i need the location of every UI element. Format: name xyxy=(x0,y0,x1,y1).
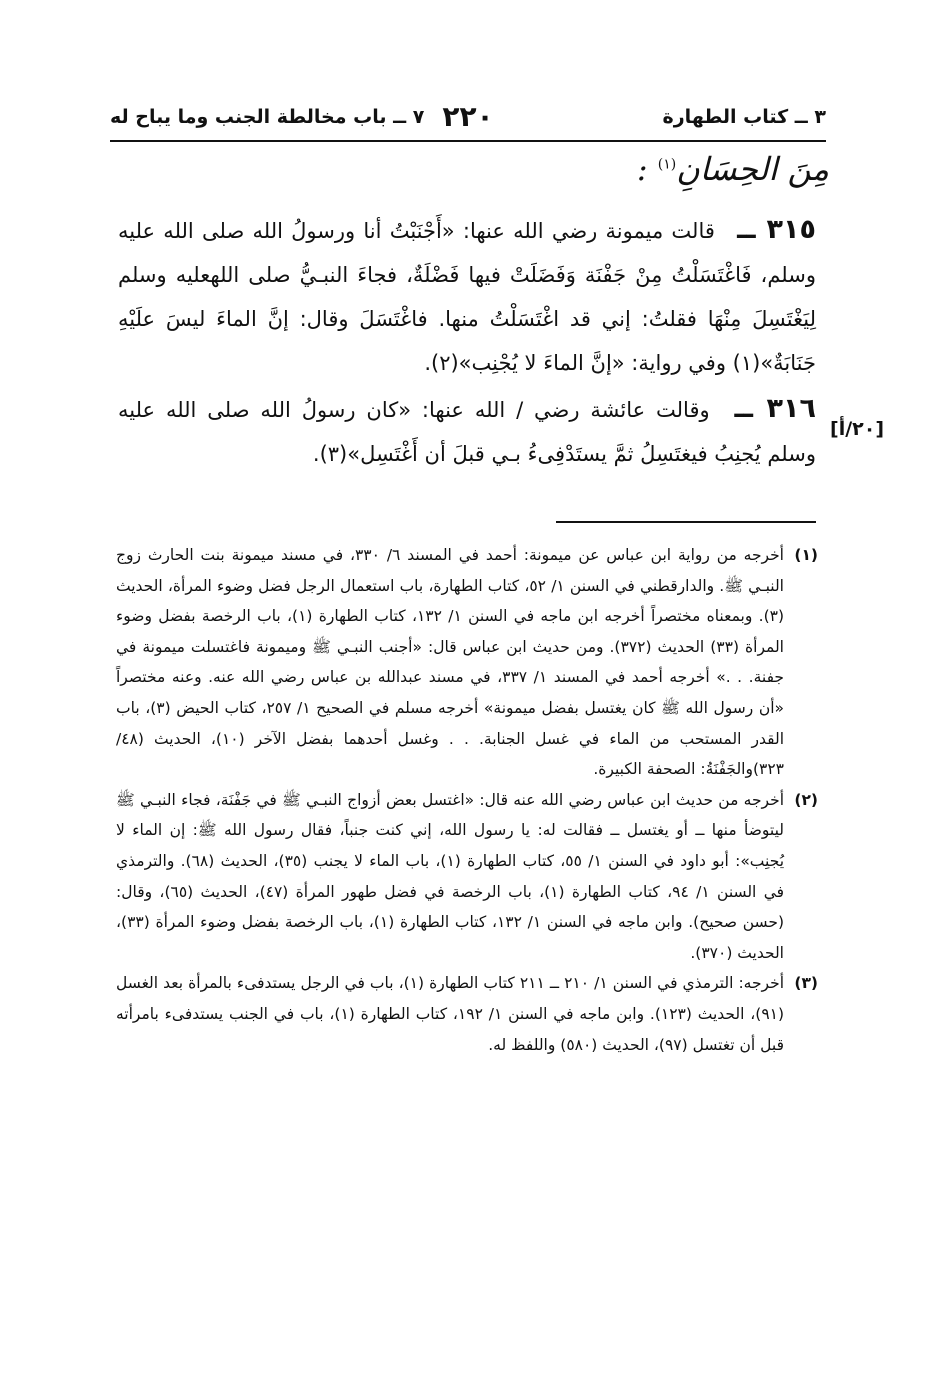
footnote-number: (٣) xyxy=(794,974,818,993)
footnotes xyxy=(116,540,818,1060)
hadith-text: قالت ميمونة رضي الله عنها: «أَجْنَبْتُ أنا ورسولُ الله صلى الله عليه وسلم، فَاغْتَسَلْتُ مِنْ جَفْنَة وَفَضَلَتْ فيها فَضْلَةٌ، فجاءَ النبـيُّ صلى اللهعليه وسلم لِيَغْتَسِلَ مِنْهَا فقلتُ: إني قد اغْتَسَلْتُ منها. فاغْتَسَلَ وقال: إنَّ الماءَ ليسَ علَيْهِ جَنَابَةٌ»(١) وفي رواية: «إنَّ الماءَ لا يُجْنِب»(٢). xyxy=(118,219,816,375)
footnote-text: أخرجه من رواية ابن عباس عن ميمونة: أحمد في المسند ٦/ ٣٣٠، في مسند ميمونة بنت الحارث زوج النبـي ﷺ. والدارقطني في السنن ١/ ٥٢، كتاب الطهارة، باب استعمال الرجل فضل وضوء المرأة، الحديث (٣). وبمعناه مختصراً أخرجه ابن ماجه في السنن ١/ ١٣٢، كتاب الطهارة (١)، باب الرخصة بفضل وضوء المرأة (٣٣) الحديث (٣٧٢). ومن حديث ابن عباس قال: «أجنب النبـي ﷺ وميمونة فاغتسلت ميمونة في جفنة. . .» أخرجه أحمد في المسند ١/ ٣٣٧، في مسند عبدالله بن عباس رضي الله عنه. وعنه مختصراً «أن رسول الله ﷺ كان يغتسل بفضل ميمونة» أخرجه مسلم في الصحيح ١/ ٢٥٧، كتاب الحيض (٣)، باب القدر المستحب من الماء في غسل الجنابة. . . وغسل أحدهما بفضل الآخر (١٠)، الحديث (٤٨/ ٣٢٣)والجَفْنَةُ: الصحفة الكبيرة. xyxy=(116,546,785,779)
header-section: ٧ ــ باب مخالطة الجنب وما يباح له xyxy=(110,106,425,128)
manuscript-folio-note: [٢٠/أ] xyxy=(830,418,885,440)
hadith-316 xyxy=(118,387,816,476)
section-heading xyxy=(637,150,829,188)
hadith-315 xyxy=(118,208,816,385)
section-heading-colon: : xyxy=(636,150,648,188)
footnote-text: أخرجه: الترمذي في السنن ١/ ٢١٠ ــ ٢١١ كتاب الطهارة (١)، باب في الرجل يستدفىء بالمرأة بعد الغسل (٩١)، الحديث (١٢٣). وابن ماجه في السنن ١/ ١٩٢، كتاب الطهارة (١)، باب في الجنب يستدفىء بامرأته قبل أن تغتسل (٩٧)، الحديث (٥٨٠) واللفظ له. xyxy=(116,974,785,1054)
section-heading-ref: (١) xyxy=(657,156,677,173)
footnote-3 xyxy=(116,968,818,1060)
section-heading-text: مِنَ الحِسَانِ xyxy=(676,150,829,188)
hadith-text: وقالت عائشة رضي / الله عنها: «كان رسولُ الله صلى الله عليه وسلم يُجنِبُ فيغتَسِلُ ثمَّ يستَدْفِىءُ بـي قبلَ أن أَغْتَسِل»(٣). xyxy=(118,398,816,466)
hadith-number: ٣١٦ ــ xyxy=(734,393,816,424)
page-number: ٢٢٠ xyxy=(442,100,494,133)
hadith-number: ٣١٥ ــ xyxy=(737,214,816,245)
footnote-number: (١) xyxy=(794,546,818,564)
footnote-rule xyxy=(556,521,816,523)
header-rule xyxy=(110,140,826,142)
footnote-1 xyxy=(116,540,818,785)
running-header xyxy=(110,100,826,134)
footnote-2 xyxy=(116,785,818,969)
footnote-number: (٢) xyxy=(794,790,818,809)
footnote-text: أخرجه من حديث ابن عباس رضي الله عنه قال: «اغتسل بعض أزواج النبـي ﷺ في جَفْنَة، فجاء النبـي ﷺ ليتوضأ منها ــ أو يغتسل ــ فقالت له: يا رسول الله، إني كنت جنباً، فقال رسول الله ﷺ: إن الماء لا يُجنِب»: أبو داود في السنن ١/ ٥٥، كتاب الطهارة (١)، باب الماء لا يجنب (٣٥)، الحديث (٦٨). والترمذي في السنن ١/ ٩٤، كتاب الطهارة (١)، باب الرخصة في فضل طهور المرأة (٤٧)، الحديث (٦٥)، وقال: (حسن صحيح). وابن ماجه في السنن ١/ ١٣٢، كتاب الطهارة (١)، باب الرخصة بفضل وضوء المرأة (٣٣)، الحديث (٣٧٠). xyxy=(116,790,785,962)
header-chapter: ٣ ــ كتاب الطهارة xyxy=(662,106,826,128)
main-text xyxy=(118,208,816,478)
